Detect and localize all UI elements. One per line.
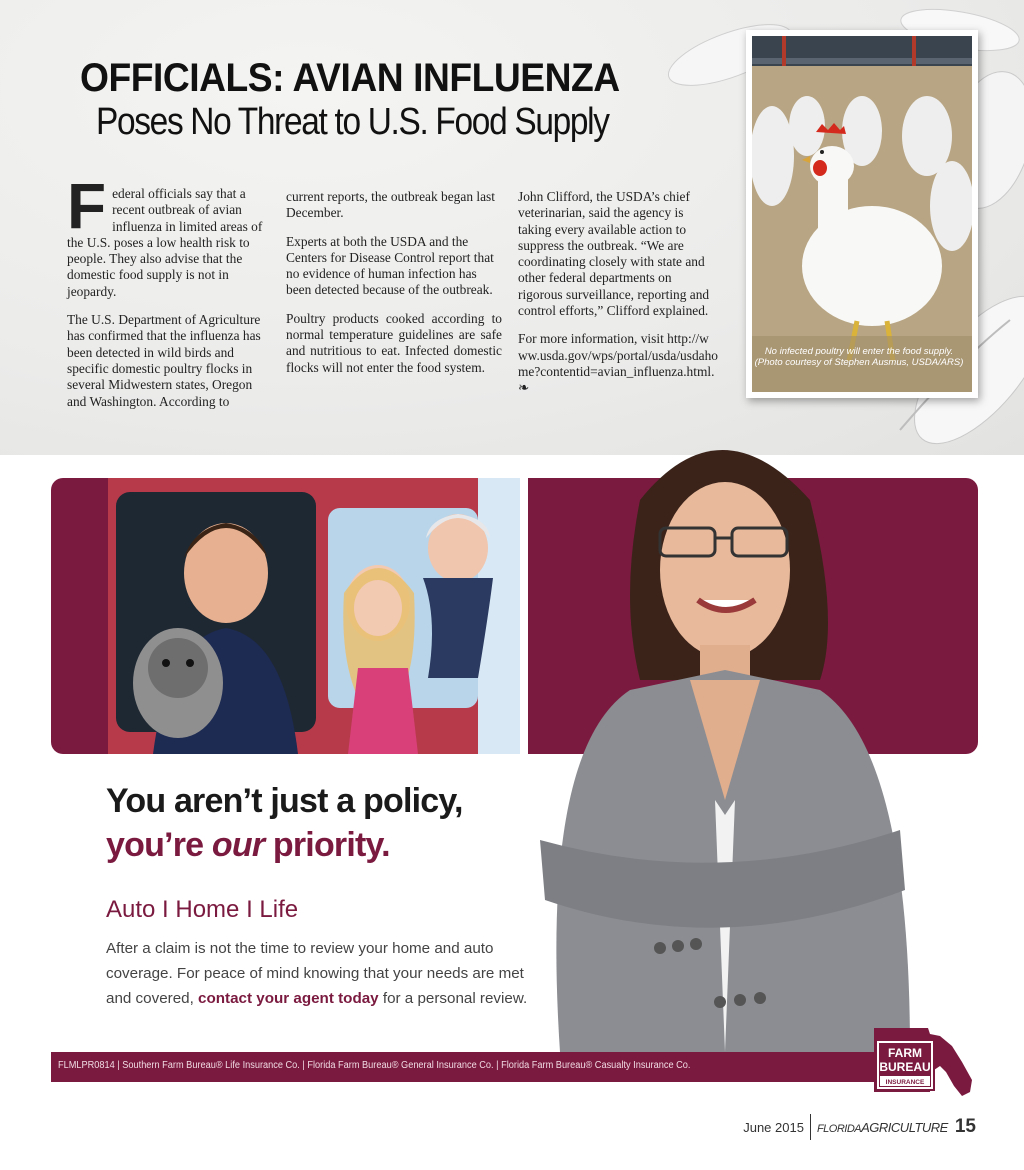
farm-bureau-logo: [870, 1026, 976, 1098]
magazine-name-part2: AGRICULTURE: [861, 1119, 948, 1135]
paragraph: [518, 331, 718, 396]
tagline-emphasis: our: [211, 826, 265, 864]
ad-tagline-line2: [106, 826, 390, 865]
ad-products: Auto I Home I Life: [106, 896, 299, 923]
url-text: For more information, visit http://www.usda.gov/wps/portal/usda/usdahome?contentid=avian_influenza.html.: [518, 331, 718, 379]
paragraph: John Clifford, the USDA’s chief veterinarian, said the agency is taking every available action to suppress the outbreak. “We are coordinating closely with state and other federal departments on rigorous surveillance, reporting and control efforts,” Clifford explained.: [518, 189, 710, 319]
logo-text-1: FARM: [888, 1046, 922, 1060]
article-column-2: [286, 189, 502, 388]
drop-cap: F: [67, 170, 107, 242]
logo-text-2: BUREAU: [879, 1060, 931, 1074]
paragraph: current reports, the outbreak began last December.: [286, 189, 495, 221]
ad-body-text: After a claim is not the time to review your home and auto coverage. For peace of mind knowing that your needs are met and covered,: [106, 940, 524, 1007]
ad-body: [106, 936, 536, 1011]
agent-photo: [520, 420, 940, 1052]
paragraph: The U.S. Department of Agriculture has confirmed that the influenza has been detected in wild birds and specific domestic poultry flocks in several Midwestern states, Oregon and Washington. According to: [67, 312, 261, 409]
magazine-name-part1: FLORIDA: [816, 1122, 862, 1135]
tagline-part: you’re: [106, 826, 212, 864]
chicken-photo: [746, 30, 978, 398]
photo-caption: No infected poultry will enter the food supply. (Photo courtesy of Stephen Ausmus, USDA/ARS): [754, 346, 964, 368]
page-folio: [743, 1114, 976, 1140]
magazine-name: [817, 1120, 948, 1135]
ad-tagline-line1: You aren’t just a policy,: [106, 782, 463, 820]
article-column-3: [518, 189, 718, 409]
paragraph: Experts at both the USDA and the Centers for Disease Control report that no evidence of human infection has been detected because of the outbreak.: [286, 233, 494, 298]
end-mark-icon: ❧: [518, 380, 530, 396]
ad-band-left: [51, 478, 111, 754]
tagline-part: priority.: [264, 826, 390, 864]
headline-main: OFFICIALS: AVIAN INFLUENZA: [80, 56, 620, 100]
family-car-photo: [108, 478, 520, 754]
logo-text-3: INSURANCE: [885, 1079, 925, 1086]
page-number: 15: [954, 1116, 976, 1137]
ad-body-end: for a personal review.: [378, 990, 528, 1007]
paragraph: Poultry products cooked according to normal temperature guidelines are safe and nutritious to eat. Infected domestic flocks will not enter the food system.: [286, 310, 502, 375]
folio-divider: [810, 1114, 811, 1140]
issue-date: June 2015: [743, 1119, 804, 1135]
ad-cta: contact your agent today: [198, 990, 379, 1007]
ad-footer-text: FLMLPR0814 | Southern Farm Bureau® Life Insurance Co. | Florida Farm Bureau® General Insurance Co. | Florida Farm Bureau® Casualty Insurance Co.: [58, 1060, 691, 1071]
headline-sub: Poses No Threat to U.S. Food Supply: [96, 101, 609, 143]
paragraph: [67, 170, 269, 300]
paragraph-text: ederal officials say that a recent outbreak of avian influenza in limited areas of the U.S. poses a low health risk to people. They also advise that the domestic food supply is not in jeopardy.: [67, 186, 263, 299]
article-column-1: [67, 170, 269, 422]
